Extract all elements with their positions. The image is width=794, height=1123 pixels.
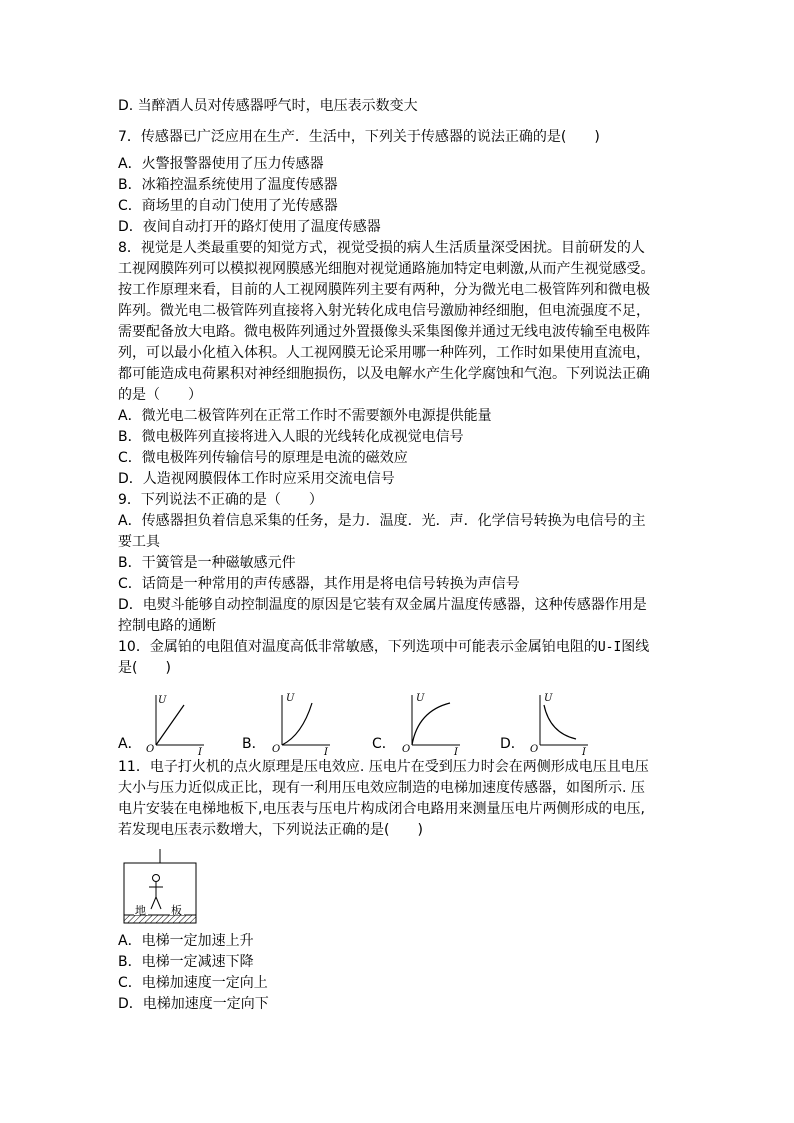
q9-option-a: A．传感器担负着信息采集的任务，是力．温度．光．声．化学信号转换为电信号的主 [118,513,646,529]
origin-label: O [402,744,411,755]
q6-option-d: D. 当醉酒人员对传感器呼气时，电压表示数变大 [118,98,418,114]
q9-option-a-cont: 要工具 [118,534,160,550]
axis-label-i: I [198,747,202,755]
q7-option-d: D．夜间自动打开的路灯使用了温度传感器 [118,219,381,235]
ui-graph-line [138,689,208,755]
q10-graph-options [118,689,694,757]
q11-stem-line: 若发现电压表示数增大，下列说法正确的是( ) [118,822,423,838]
origin-label: O [146,744,155,755]
q11-stem-line: 电片安装在电梯地板下,电压表与压电片构成闭合电路用来测量压电片两侧形成的电压, [118,801,645,817]
q9-option-c: C．话筒是一种常用的声传感器，其作用是将电信号转换为声信号 [118,576,520,592]
origin-label: O [272,744,281,755]
floor-label-right: 板 [171,904,182,917]
q8-stem-line: 阵列。微光电二极管阵列直接将入射光转化成电信号激励神经细胞，但电流强度不足， [118,303,650,319]
q11-option-a: A．电梯一定加速上升 [118,933,254,949]
q8-option-d: D．人造视网膜假体工作时应采用交流电信号 [118,471,395,487]
q8-stem-line: 都可能造成电荷累积对神经细胞损伤，以及电解水产生化学腐蚀和气泡。下列说法正确 [118,366,650,382]
q10-stem: 10．金属铂的电阻值对温度高低非常敏感，下列选项中可能表示金属铂电阻的U-I图线 [118,639,650,655]
q10-stem-cont: 是( ) [118,660,171,676]
axis-label-u: U [158,695,167,706]
q8-stem-line: 按工作原理来看，目前的人工视网膜阵列主要有两种，分为微光电二极管阵列和微电极 [118,282,650,298]
q8-stem-line: 需要配备放大电路。微电极阵列通过外置摄像头采集图像并通过无线电波传输至电极阵 [118,324,650,340]
axis-label-u: U [286,693,295,704]
q9-option-d-cont: 控制电路的通断 [118,618,216,634]
axis-label-u: U [544,693,553,704]
exam-page [118,96,694,1015]
question-7 [118,127,694,238]
ui-graph-concave-up [264,689,334,755]
q11-stem-line: 大小与压力近似成正比，现有一利用压电效应制造的电梯加速度传感器，如图所示. 压 [118,780,645,796]
q8-option-b: B．微电极阵列直接将进入人眼的光线转化成视觉电信号 [118,429,464,445]
q8-stem-line: 8．视觉是人类最重要的知觉方式，视觉受损的病人生活质量深受困扰。目前研发的人 [118,240,645,256]
q7-option-c: C．商场里的自动门使用了光传感器 [118,198,338,214]
floor-label-left: 地 [135,904,146,917]
q9-option-b: B．干簧管是一种磁敏感元件 [118,555,296,571]
q11-option-b: B．电梯一定减速下降 [118,954,254,970]
ui-graph-concave-down [394,689,464,755]
q11-option-c: C．电梯加速度一定向上 [118,975,268,991]
question-10 [118,637,694,757]
graph-label: A． [118,736,142,752]
axis-label-i: I [454,747,458,755]
axis-label-u: U [416,693,425,704]
q8-option-c: C．微电极阵列传输信号的原理是电流的磁效应 [118,450,408,466]
q8-option-a: A．微光电二极管阵列在正常工作时不需要额外电源提供能量 [118,408,492,424]
graph-label: B． [242,736,266,752]
origin-label: O [530,744,539,755]
q8-stem-line: 列，可以最小化植入体积。人工视网膜无论采用哪一种阵列，工作时如果使用直流电， [118,345,650,361]
axis-label-i: I [324,747,328,755]
q7-option-a: A．火警报警器使用了压力传感器 [118,156,324,172]
axis-label-i: I [582,747,586,755]
q7-option-b: B．冰箱控温系统使用了温度传感器 [118,177,338,193]
q11-option-d: D．电梯加速度一定向下 [118,996,269,1012]
graph-label: D． [500,736,525,752]
ui-symbol: U-I [597,640,622,655]
q9-option-d: D．电熨斗能够自动控制温度的原因是它装有双金属片温度传感器，这种传感器作用是 [118,597,647,613]
q9-stem: 9．下列说法不正确的是（ ） [118,492,323,508]
q8-stem-line: 工视网膜阵列可以模拟视网膜感光细胞对视觉通路施加特定电刺激,从而产生视觉感受。 [118,261,655,277]
question-9 [118,490,694,637]
elevator-diagram [118,849,694,931]
ui-graph-decreasing [522,689,592,755]
graph-label: C． [372,736,396,752]
question-8 [118,238,694,490]
q11-stem-line: 11．电子打火机的点火原理是压电效应. 压电片在受到压力时会在两侧形成电压且电压 [118,759,649,775]
question-11 [118,757,694,1015]
q8-stem-line: 的是（ ） [118,387,202,403]
ui-elevator-figure [122,849,204,929]
q7-stem: 7．传感器已广泛应用在生产．生活中，下列关于传感器的说法正确的是( ) [118,129,600,145]
